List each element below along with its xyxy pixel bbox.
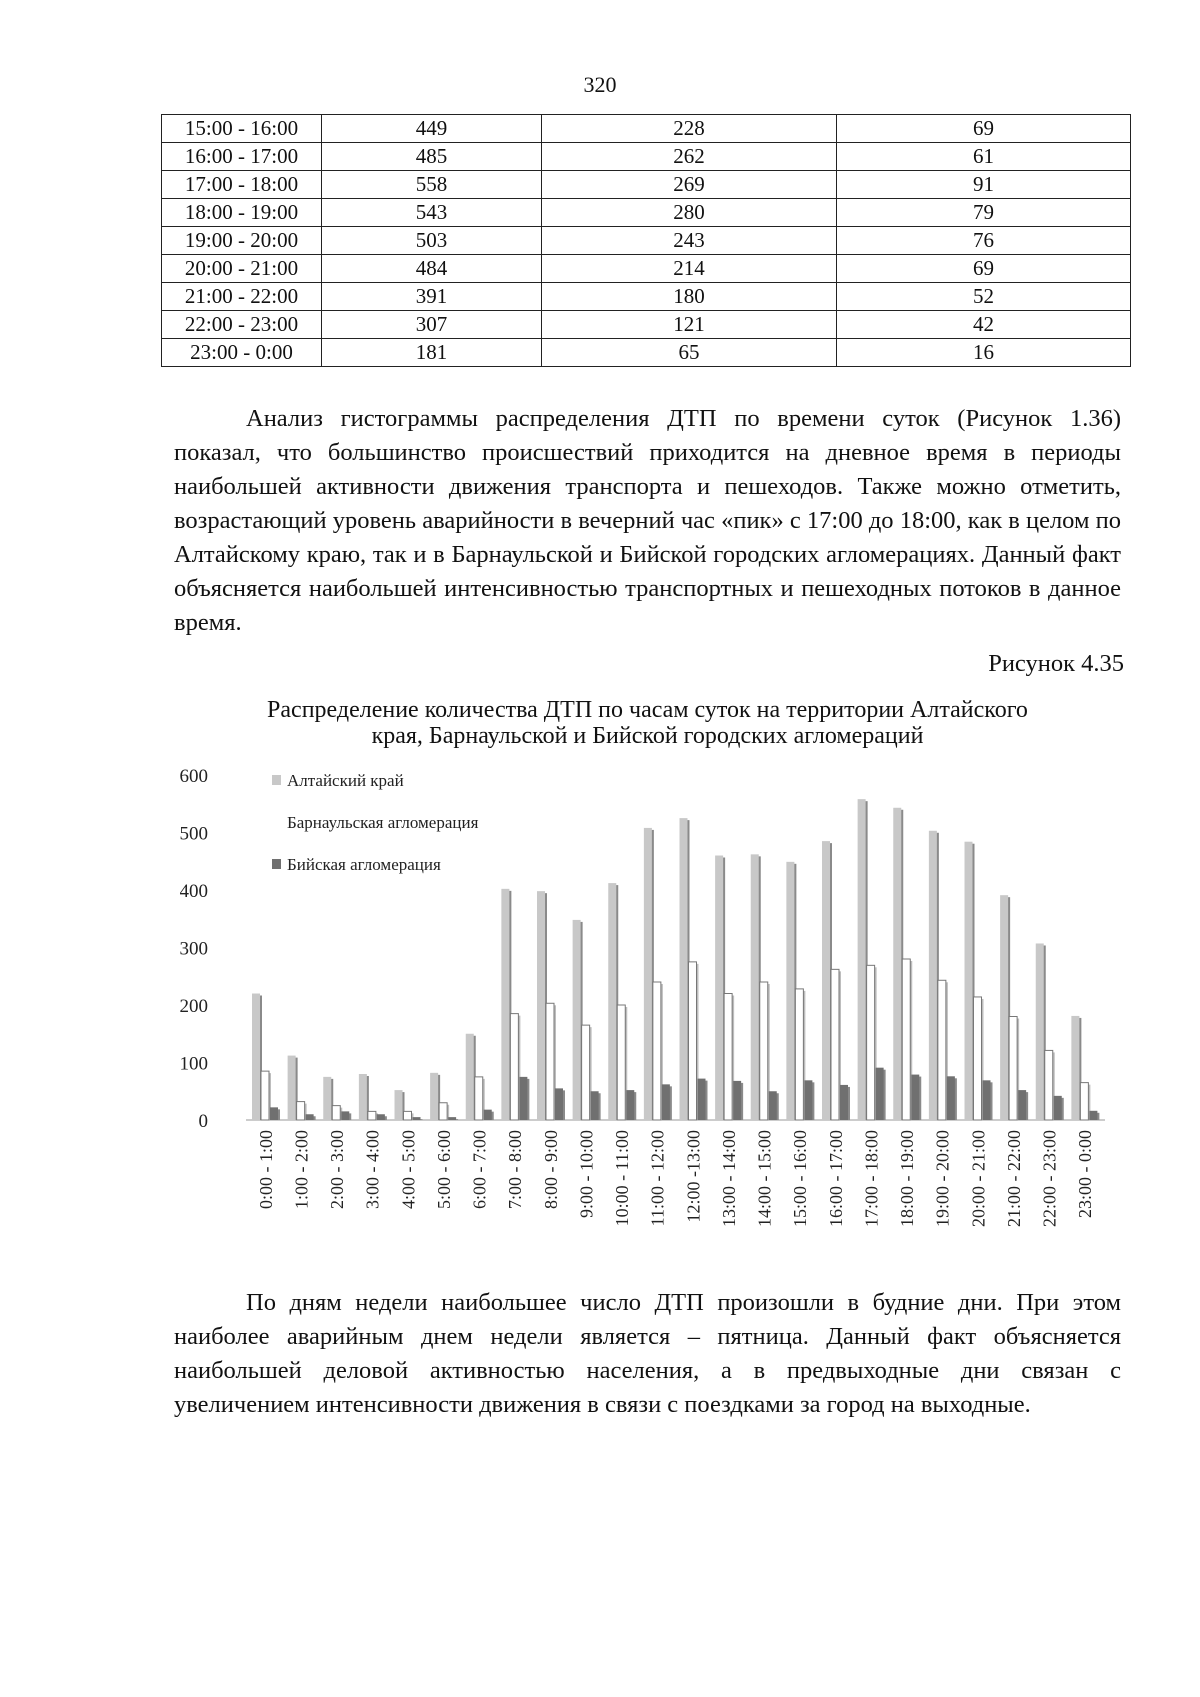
x-tick-label: 6:00 - 7:00 <box>469 1130 490 1209</box>
value-cell: 503 <box>322 227 542 255</box>
bar-бийская-агломерация <box>662 1084 670 1120</box>
bar-алтайский-край <box>1036 943 1044 1120</box>
bar-барнаульская-агломерация <box>867 965 875 1120</box>
x-tick-label: 14:00 - 15:00 <box>754 1130 775 1227</box>
x-tick-label: 17:00 - 18:00 <box>861 1130 882 1227</box>
bar-алтайский-край <box>1000 895 1008 1120</box>
bar-бийская-агломерация <box>1018 1090 1026 1120</box>
value-cell: 485 <box>322 143 542 171</box>
time-interval-cell: 22:00 - 23:00 <box>162 311 322 339</box>
bar-барнаульская-агломерация <box>795 989 803 1120</box>
bar-барнаульская-агломерация <box>1080 1083 1088 1120</box>
x-tick-label: 23:00 - 0:00 <box>1075 1130 1096 1218</box>
bar-алтайский-край <box>680 818 688 1120</box>
legend-label: Бийская агломерация <box>287 855 441 874</box>
data-table <box>161 114 1131 367</box>
x-tick-label: 20:00 - 21:00 <box>968 1130 989 1227</box>
bar-бийская-агломерация <box>1089 1111 1097 1120</box>
bar-барнаульская-агломерация <box>582 1025 590 1120</box>
x-tick-label: 3:00 - 4:00 <box>362 1130 383 1209</box>
bar-барнаульская-агломерация <box>653 982 661 1120</box>
paragraph-analysis: Анализ гистограммы распределения ДТП по времени суток (Рисунок 1.36) показал, что большинство происшествий приходится на дневное время в периоды наибольшей активности движения транспорта и пешеходов. Также можно отметить, возрастающий уровень аварийности в вечерний час «пик» с 17:00 до 18:00, как в целом по Алтайскому краю, так и в Барнаульской и Бийской городских агломерациях. Данный факт объясняется наибольшей интенсивностью транспортных и пешеходных потоков в данное время. <box>174 405 1121 636</box>
bar-бийская-агломерация <box>698 1079 706 1120</box>
bar-барнаульская-агломерация <box>724 994 732 1121</box>
x-tick-label: 10:00 - 11:00 <box>612 1130 633 1227</box>
y-tick-label: 0 <box>198 1111 208 1132</box>
x-tick-label: 18:00 - 19:00 <box>897 1130 918 1227</box>
y-tick-label: 200 <box>180 996 208 1017</box>
table-row <box>162 283 1131 311</box>
table-row <box>162 255 1131 283</box>
y-tick-label: 500 <box>180 823 208 845</box>
bar-бийская-агломерация <box>733 1081 741 1120</box>
y-tick-label: 400 <box>180 881 208 902</box>
x-tick-label: 0:00 - 1:00 <box>255 1130 276 1209</box>
bar-барнаульская-агломерация <box>261 1071 269 1120</box>
bar-бийская-агломерация <box>626 1090 634 1120</box>
table-row <box>162 171 1131 199</box>
bar-барнаульская-агломерация <box>439 1103 447 1120</box>
value-cell: 391 <box>322 283 542 311</box>
bar-алтайский-край <box>501 889 509 1120</box>
chart-title-line-1: Распределение количества ДТП по часам суток на территории Алтайского <box>267 697 1028 723</box>
bar-алтайский-край <box>573 920 581 1120</box>
paragraph-weekdays: По дням недели наибольшее число ДТП произошли в будние дни. При этом наиболее аварийным днем недели является – пятница. Данный факт объясняется наибольшей деловой активностью населения, а в предвыходные дни связан с увеличением интенсивности движения в связи с поездками за город на выходные. <box>174 1289 1121 1418</box>
value-cell: 79 <box>837 199 1131 227</box>
bar-алтайский-край <box>715 856 723 1121</box>
x-tick-label: 13:00 - 14:00 <box>718 1130 739 1227</box>
bar-алтайский-край <box>395 1090 403 1120</box>
value-cell: 65 <box>542 339 837 367</box>
table-row <box>162 199 1131 227</box>
y-tick-label: 100 <box>180 1053 208 1075</box>
x-tick-label: 21:00 - 22:00 <box>1003 1130 1024 1227</box>
bar-бийская-агломерация <box>270 1107 278 1120</box>
value-cell: 181 <box>322 339 542 367</box>
time-interval-cell: 19:00 - 20:00 <box>162 227 322 255</box>
bar-барнаульская-агломерация <box>1009 1017 1017 1121</box>
value-cell: 91 <box>837 171 1131 199</box>
table-row <box>162 143 1131 171</box>
value-cell: 121 <box>542 311 837 339</box>
bar-бийская-агломерация <box>591 1091 599 1120</box>
legend-label: Алтайский край <box>287 771 404 790</box>
bar-бийская-агломерация <box>484 1110 492 1120</box>
bar-барнаульская-агломерация <box>760 982 768 1120</box>
bar-алтайский-край <box>929 831 937 1120</box>
legend-swatch <box>272 775 281 785</box>
table-row <box>162 311 1131 339</box>
x-tick-label: 2:00 - 3:00 <box>327 1130 348 1209</box>
bar-бийская-агломерация <box>413 1117 421 1120</box>
x-tick-label: 7:00 - 8:00 <box>505 1130 526 1209</box>
legend-label: Барнаульская агломерация <box>287 813 479 832</box>
bar-бийская-агломерация <box>306 1114 314 1120</box>
bar-барнаульская-агломерация <box>902 959 910 1120</box>
bar-бийская-агломерация <box>911 1075 919 1120</box>
bar-барнаульская-агломерация <box>546 1003 554 1120</box>
bar-алтайский-край <box>323 1077 331 1120</box>
value-cell: 16 <box>837 339 1131 367</box>
bar-бийская-агломерация <box>947 1076 955 1120</box>
table-row <box>162 339 1131 367</box>
bar-алтайский-край <box>466 1034 474 1120</box>
time-interval-cell: 18:00 - 19:00 <box>162 199 322 227</box>
bar-бийская-агломерация <box>377 1114 385 1120</box>
table-row <box>162 115 1131 143</box>
bar-бийская-агломерация <box>983 1080 991 1120</box>
legend-swatch <box>272 859 281 869</box>
bar-алтайский-край <box>822 841 830 1120</box>
x-tick-label: 5:00 - 6:00 <box>433 1130 454 1209</box>
bar-барнаульская-агломерация <box>475 1077 483 1120</box>
bar-бийская-агломерация <box>555 1088 563 1120</box>
bar-барнаульская-агломерация <box>510 1014 518 1120</box>
bar-бийская-агломерация <box>804 1080 812 1120</box>
value-cell: 76 <box>837 227 1131 255</box>
chart-title <box>174 697 1121 749</box>
bar-алтайский-край <box>644 828 652 1120</box>
x-tick-label: 1:00 - 2:00 <box>291 1130 312 1209</box>
time-interval-cell: 16:00 - 17:00 <box>162 143 322 171</box>
time-interval-cell: 20:00 - 21:00 <box>162 255 322 283</box>
value-cell: 262 <box>542 143 837 171</box>
x-tick-label: 19:00 - 20:00 <box>932 1130 953 1227</box>
x-tick-label: 15:00 - 16:00 <box>790 1130 811 1227</box>
bar-алтайский-край <box>893 808 901 1120</box>
bar-бийская-агломерация <box>1054 1096 1062 1120</box>
value-cell: 449 <box>322 115 542 143</box>
bar-алтайский-край <box>786 862 794 1120</box>
value-cell: 280 <box>542 199 837 227</box>
time-interval-cell: 17:00 - 18:00 <box>162 171 322 199</box>
y-tick-label: 600 <box>180 766 208 787</box>
x-tick-label: 11:00 - 12:00 <box>647 1130 668 1227</box>
bar-барнаульская-агломерация <box>332 1106 340 1120</box>
bar-алтайский-край <box>1071 1016 1079 1120</box>
bar-алтайский-край <box>288 1056 296 1120</box>
x-tick-label: 4:00 - 5:00 <box>398 1130 419 1209</box>
value-cell: 52 <box>837 283 1131 311</box>
value-cell: 42 <box>837 311 1131 339</box>
bar-бийская-агломерация <box>341 1111 349 1120</box>
value-cell: 180 <box>542 283 837 311</box>
bar-бийская-агломерация <box>876 1068 884 1120</box>
chart-title-line-2: края, Барнаульской и Бийской городских агломераций <box>371 723 924 749</box>
table-row <box>162 227 1131 255</box>
bar-алтайский-край <box>608 883 616 1120</box>
time-interval-cell: 21:00 - 22:00 <box>162 283 322 311</box>
bar-алтайский-край <box>858 799 866 1120</box>
value-cell: 69 <box>837 255 1131 283</box>
bar-бийская-агломерация <box>519 1077 527 1120</box>
bar-барнаульская-агломерация <box>297 1102 305 1120</box>
bar-барнаульская-агломерация <box>831 969 839 1120</box>
bar-алтайский-край <box>252 994 260 1121</box>
bar-барнаульская-агломерация <box>368 1111 376 1120</box>
bar-бийская-агломерация <box>769 1091 777 1120</box>
x-tick-label: 22:00 - 23:00 <box>1039 1130 1060 1227</box>
bar-барнаульская-агломерация <box>938 980 946 1120</box>
value-cell: 243 <box>542 227 837 255</box>
figure-label: Рисунок 4.35 <box>988 650 1124 677</box>
bar-алтайский-край <box>751 854 759 1120</box>
bar-chart <box>180 760 1120 1260</box>
value-cell: 214 <box>542 255 837 283</box>
bar-барнаульская-агломерация <box>1045 1050 1053 1120</box>
y-tick-label: 300 <box>180 938 208 960</box>
time-interval-cell: 23:00 - 0:00 <box>162 339 322 367</box>
time-interval-cell: 15:00 - 16:00 <box>162 115 322 143</box>
x-tick-label: 8:00 - 9:00 <box>540 1130 561 1209</box>
value-cell: 61 <box>837 143 1131 171</box>
bar-барнаульская-агломерация <box>404 1111 412 1120</box>
bar-бийская-агломерация <box>448 1117 456 1120</box>
bar-бийская-агломерация <box>840 1085 848 1120</box>
bar-алтайский-край <box>430 1073 438 1120</box>
value-cell: 558 <box>322 171 542 199</box>
value-cell: 269 <box>542 171 837 199</box>
value-cell: 484 <box>322 255 542 283</box>
value-cell: 307 <box>322 311 542 339</box>
bar-алтайский-край <box>537 891 545 1120</box>
value-cell: 69 <box>837 115 1131 143</box>
value-cell: 543 <box>322 199 542 227</box>
bar-алтайский-край <box>965 842 973 1120</box>
bar-алтайский-край <box>359 1074 367 1120</box>
bar-барнаульская-агломерация <box>974 997 982 1120</box>
page-number: 320 <box>583 72 617 97</box>
x-tick-label: 9:00 - 10:00 <box>576 1130 597 1218</box>
x-tick-label: 12:00 -13:00 <box>683 1130 704 1223</box>
value-cell: 228 <box>542 115 837 143</box>
bar-барнаульская-агломерация <box>689 962 697 1120</box>
x-tick-label: 16:00 - 17:00 <box>825 1130 846 1227</box>
bar-барнаульская-агломерация <box>617 1005 625 1120</box>
